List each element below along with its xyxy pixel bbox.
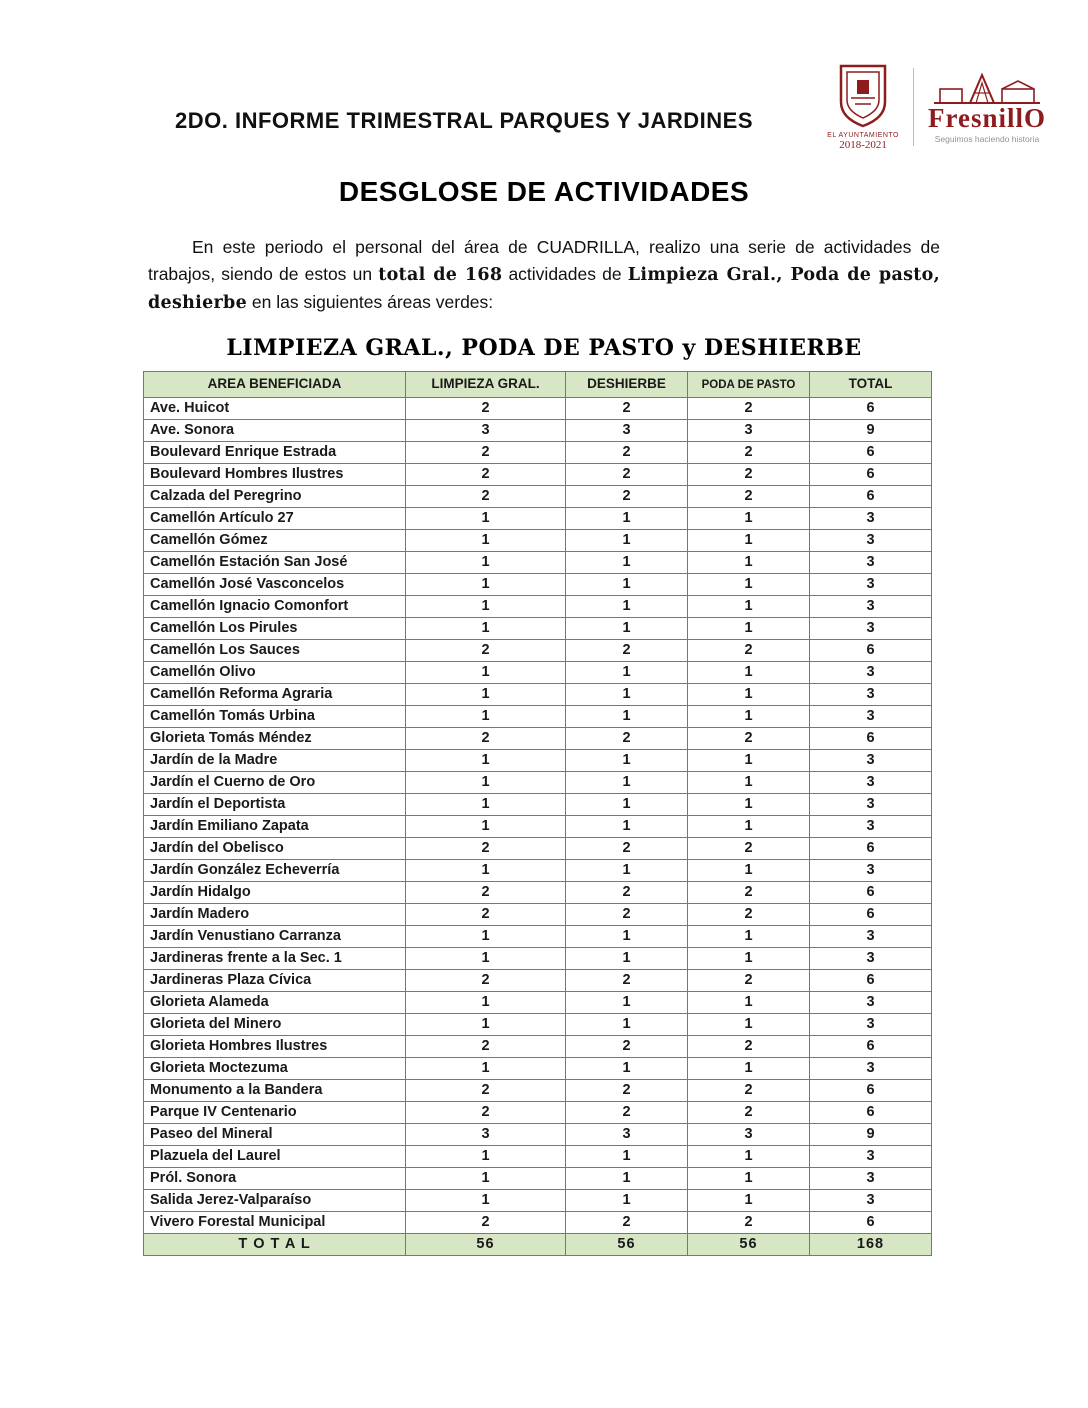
value-cell: 1 xyxy=(688,1058,810,1080)
table-row xyxy=(144,618,932,640)
activities-table xyxy=(143,371,932,1256)
value-cell: 3 xyxy=(810,574,932,596)
value-cell: 1 xyxy=(406,1190,566,1212)
value-cell: 1 xyxy=(566,706,688,728)
table-header-row xyxy=(144,372,932,398)
value-cell: 2 xyxy=(406,640,566,662)
fresnillo-logo xyxy=(928,71,1046,144)
value-cell: 1 xyxy=(566,992,688,1014)
value-cell: 2 xyxy=(566,1036,688,1058)
area-cell: Camellón Gómez xyxy=(144,530,406,552)
value-cell: 1 xyxy=(688,596,810,618)
value-cell: 1 xyxy=(406,684,566,706)
value-cell: 1 xyxy=(688,860,810,882)
value-cell: 3 xyxy=(810,772,932,794)
area-cell: Glorieta Alameda xyxy=(144,992,406,1014)
value-cell: 1 xyxy=(566,530,688,552)
crest-shield-icon xyxy=(837,64,889,130)
value-cell: 1 xyxy=(566,1014,688,1036)
value-cell: 1 xyxy=(688,508,810,530)
table-row xyxy=(144,1168,932,1190)
value-cell: 6 xyxy=(810,904,932,926)
table-row xyxy=(144,464,932,486)
value-cell: 2 xyxy=(566,882,688,904)
value-cell: 1 xyxy=(566,596,688,618)
value-cell: 1 xyxy=(406,948,566,970)
table-row xyxy=(144,662,932,684)
value-cell: 3 xyxy=(810,706,932,728)
value-cell: 1 xyxy=(566,1190,688,1212)
table-row xyxy=(144,992,932,1014)
area-cell: Jardín el Deportista xyxy=(144,794,406,816)
value-cell: 1 xyxy=(566,1058,688,1080)
table-row xyxy=(144,486,932,508)
table-row xyxy=(144,794,932,816)
value-cell: 1 xyxy=(406,794,566,816)
value-cell: 1 xyxy=(406,992,566,1014)
value-cell: 2 xyxy=(688,640,810,662)
area-cell: Jardín González Echeverría xyxy=(144,860,406,882)
area-cell: Camellón Artículo 27 xyxy=(144,508,406,530)
table-row xyxy=(144,926,932,948)
value-cell: 3 xyxy=(810,530,932,552)
area-cell: Camellón José Vasconcelos xyxy=(144,574,406,596)
table-row xyxy=(144,398,932,420)
value-cell: 6 xyxy=(810,1102,932,1124)
value-cell: 2 xyxy=(688,970,810,992)
page-header xyxy=(60,52,1046,162)
value-cell: 2 xyxy=(406,464,566,486)
value-cell: 1 xyxy=(406,574,566,596)
value-cell: 1 xyxy=(566,662,688,684)
area-cell: Camellón Reforma Agraria xyxy=(144,684,406,706)
value-cell: 2 xyxy=(688,464,810,486)
area-cell: Jardín de la Madre xyxy=(144,750,406,772)
total-deshierbe-cell: 56 xyxy=(566,1234,688,1256)
area-cell: Camellón Los Pirules xyxy=(144,618,406,640)
value-cell: 3 xyxy=(566,1124,688,1146)
value-cell: 3 xyxy=(810,750,932,772)
area-cell: Camellón Olivo xyxy=(144,662,406,684)
table-row xyxy=(144,420,932,442)
area-cell: Jardín del Obelisco xyxy=(144,838,406,860)
value-cell: 1 xyxy=(688,706,810,728)
value-cell: 3 xyxy=(688,1124,810,1146)
value-cell: 6 xyxy=(810,442,932,464)
value-cell: 2 xyxy=(566,398,688,420)
value-cell: 1 xyxy=(406,860,566,882)
table-row xyxy=(144,530,932,552)
intro-text-3: en las siguientes áreas verdes: xyxy=(247,292,494,313)
value-cell: 1 xyxy=(688,948,810,970)
document-title: DESGLOSE DE ACTIVIDADES xyxy=(338,176,750,207)
value-cell: 3 xyxy=(810,992,932,1014)
value-cell: 1 xyxy=(688,794,810,816)
value-cell: 3 xyxy=(810,926,932,948)
value-cell: 6 xyxy=(810,882,932,904)
value-cell: 2 xyxy=(566,1080,688,1102)
value-cell: 3 xyxy=(688,420,810,442)
value-cell: 1 xyxy=(688,1190,810,1212)
value-cell: 2 xyxy=(566,1212,688,1234)
table-row xyxy=(144,508,932,530)
area-cell: Glorieta Hombres Ilustres xyxy=(144,1036,406,1058)
value-cell: 1 xyxy=(406,662,566,684)
table-row xyxy=(144,574,932,596)
value-cell: 2 xyxy=(566,728,688,750)
value-cell: 3 xyxy=(810,1168,932,1190)
intro-text-2: actividades de xyxy=(502,264,628,285)
value-cell: 1 xyxy=(566,684,688,706)
intro-bold-total: total de 168 xyxy=(378,265,503,286)
value-cell: 1 xyxy=(688,1014,810,1036)
table-row xyxy=(144,816,932,838)
value-cell: 2 xyxy=(406,398,566,420)
value-cell: 1 xyxy=(688,816,810,838)
table-row xyxy=(144,1102,932,1124)
area-cell: Jardín Hidalgo xyxy=(144,882,406,904)
value-cell: 1 xyxy=(688,1168,810,1190)
total-limpieza-cell: 56 xyxy=(406,1234,566,1256)
value-cell: 2 xyxy=(688,882,810,904)
value-cell: 3 xyxy=(810,618,932,640)
value-cell: 6 xyxy=(810,398,932,420)
value-cell: 3 xyxy=(810,860,932,882)
area-cell: Jardín el Cuerno de Oro xyxy=(144,772,406,794)
area-cell: Pról. Sonora xyxy=(144,1168,406,1190)
value-cell: 1 xyxy=(566,948,688,970)
table-row xyxy=(144,970,932,992)
area-cell: Glorieta Tomás Méndez xyxy=(144,728,406,750)
value-cell: 1 xyxy=(566,508,688,530)
mine-headframe-icon xyxy=(932,71,1042,105)
value-cell: 2 xyxy=(566,442,688,464)
value-cell: 2 xyxy=(406,838,566,860)
value-cell: 6 xyxy=(810,640,932,662)
value-cell: 3 xyxy=(810,816,932,838)
area-cell: Boulevard Hombres Ilustres xyxy=(144,464,406,486)
area-cell: Parque IV Centenario xyxy=(144,1102,406,1124)
crest-years: 2018-2021 xyxy=(839,138,887,151)
value-cell: 2 xyxy=(406,1212,566,1234)
value-cell: 3 xyxy=(810,1058,932,1080)
value-cell: 1 xyxy=(688,992,810,1014)
value-cell: 3 xyxy=(810,1146,932,1168)
area-cell: Ave. Huicot xyxy=(144,398,406,420)
table-row xyxy=(144,1036,932,1058)
value-cell: 1 xyxy=(688,926,810,948)
area-cell: Salida Jerez-Valparaíso xyxy=(144,1190,406,1212)
value-cell: 6 xyxy=(810,970,932,992)
value-cell: 1 xyxy=(688,772,810,794)
table-row xyxy=(144,706,932,728)
area-cell: Glorieta del Minero xyxy=(144,1014,406,1036)
logo-divider xyxy=(913,68,914,146)
value-cell: 2 xyxy=(688,398,810,420)
table-row xyxy=(144,838,932,860)
value-cell: 1 xyxy=(688,618,810,640)
table-row xyxy=(144,882,932,904)
total-row xyxy=(144,1234,932,1256)
crest-caption: EL AYUNTAMIENTO xyxy=(827,131,899,139)
table-row xyxy=(144,728,932,750)
value-cell: 2 xyxy=(566,970,688,992)
value-cell: 1 xyxy=(406,706,566,728)
table-row xyxy=(144,1058,932,1080)
value-cell: 2 xyxy=(566,904,688,926)
fresnillo-tagline: Seguimos haciendo historia xyxy=(934,133,1040,144)
value-cell: 2 xyxy=(406,442,566,464)
value-cell: 1 xyxy=(406,750,566,772)
value-cell: 2 xyxy=(566,1102,688,1124)
value-cell: 1 xyxy=(688,750,810,772)
value-cell: 2 xyxy=(406,904,566,926)
value-cell: 2 xyxy=(406,882,566,904)
intro-text-1: En este periodo el personal del área de CUADRILLA, realizo una serie de actividades de trabajos, siendo de estos un xyxy=(148,237,940,285)
table-row xyxy=(144,904,932,926)
area-cell: Boulevard Enrique Estrada xyxy=(144,442,406,464)
value-cell: 2 xyxy=(406,1080,566,1102)
value-cell: 1 xyxy=(406,926,566,948)
value-cell: 1 xyxy=(566,1146,688,1168)
intro-bold-activities: Limpieza Gral., Poda de pasto, deshierbe xyxy=(148,265,940,314)
table-row xyxy=(144,1014,932,1036)
value-cell: 1 xyxy=(406,508,566,530)
value-cell: 3 xyxy=(810,1190,932,1212)
table-row xyxy=(144,1212,932,1234)
value-cell: 1 xyxy=(566,574,688,596)
value-cell: 1 xyxy=(688,530,810,552)
table-row xyxy=(144,596,932,618)
area-cell: Camellón Ignacio Comonfort xyxy=(144,596,406,618)
value-cell: 3 xyxy=(810,1014,932,1036)
value-cell: 1 xyxy=(566,926,688,948)
area-cell: Camellón Tomás Urbina xyxy=(144,706,406,728)
value-cell: 1 xyxy=(566,1168,688,1190)
value-cell: 6 xyxy=(810,838,932,860)
value-cell: 2 xyxy=(566,838,688,860)
value-cell: 1 xyxy=(688,1146,810,1168)
table-header xyxy=(144,372,932,398)
value-cell: 3 xyxy=(810,662,932,684)
value-cell: 6 xyxy=(810,1212,932,1234)
value-cell: 3 xyxy=(406,1124,566,1146)
value-cell: 1 xyxy=(566,750,688,772)
value-cell: 2 xyxy=(566,486,688,508)
value-cell: 1 xyxy=(406,618,566,640)
area-cell: Jardineras frente a la Sec. 1 xyxy=(144,948,406,970)
value-cell: 6 xyxy=(810,728,932,750)
value-cell: 2 xyxy=(688,728,810,750)
report-title: 2DO. INFORME TRIMESTRAL PARQUES Y JARDINES xyxy=(175,108,754,133)
area-cell: Calzada del Peregrino xyxy=(144,486,406,508)
value-cell: 1 xyxy=(406,530,566,552)
value-cell: 3 xyxy=(810,508,932,530)
value-cell: 3 xyxy=(810,552,932,574)
header-total: TOTAL xyxy=(810,372,932,398)
value-cell: 3 xyxy=(810,948,932,970)
area-cell: Camellón Los Sauces xyxy=(144,640,406,662)
value-cell: 2 xyxy=(688,486,810,508)
value-cell: 2 xyxy=(688,1102,810,1124)
value-cell: 1 xyxy=(566,618,688,640)
table-row xyxy=(144,860,932,882)
value-cell: 6 xyxy=(810,1036,932,1058)
value-cell: 1 xyxy=(688,552,810,574)
value-cell: 1 xyxy=(566,794,688,816)
area-cell: Camellón Estación San José xyxy=(144,552,406,574)
value-cell: 1 xyxy=(406,1014,566,1036)
header-deshierbe: DESHIERBE xyxy=(566,372,688,398)
table-row xyxy=(144,772,932,794)
logo-block xyxy=(827,64,1046,151)
value-cell: 2 xyxy=(406,1102,566,1124)
area-cell: Jardín Venustiano Carranza xyxy=(144,926,406,948)
table-footer xyxy=(144,1234,932,1256)
table-row xyxy=(144,750,932,772)
table-row xyxy=(144,552,932,574)
value-cell: 6 xyxy=(810,1080,932,1102)
area-cell: Jardín Emiliano Zapata xyxy=(144,816,406,838)
area-cell: Paseo del Mineral xyxy=(144,1124,406,1146)
fresnillo-wordmark: FresnillO xyxy=(927,102,1046,133)
value-cell: 2 xyxy=(688,1212,810,1234)
table-row xyxy=(144,684,932,706)
value-cell: 1 xyxy=(406,552,566,574)
area-cell: Plazuela del Laurel xyxy=(144,1146,406,1168)
value-cell: 1 xyxy=(406,1146,566,1168)
area-cell: Jardineras Plaza Cívica xyxy=(144,970,406,992)
header-area-beneficiada: AREA BENEFICIADA xyxy=(144,372,406,398)
value-cell: 2 xyxy=(688,1036,810,1058)
area-cell: Monumento a la Bandera xyxy=(144,1080,406,1102)
table-row xyxy=(144,1124,932,1146)
area-cell: Vivero Forestal Municipal xyxy=(144,1212,406,1234)
municipal-crest xyxy=(827,64,899,151)
table-row xyxy=(144,640,932,662)
area-cell: Jardín Madero xyxy=(144,904,406,926)
header-limpieza-gral: LIMPIEZA GRAL. xyxy=(406,372,566,398)
value-cell: 9 xyxy=(810,1124,932,1146)
value-cell: 1 xyxy=(406,596,566,618)
header-poda-de-pasto: PODA DE PASTO xyxy=(688,372,810,398)
value-cell: 1 xyxy=(566,816,688,838)
value-cell: 2 xyxy=(406,486,566,508)
value-cell: 3 xyxy=(566,420,688,442)
value-cell: 6 xyxy=(810,486,932,508)
total-label-cell: T O T A L xyxy=(144,1234,406,1256)
value-cell: 2 xyxy=(566,640,688,662)
value-cell: 2 xyxy=(406,1036,566,1058)
value-cell: 2 xyxy=(406,970,566,992)
value-cell: 1 xyxy=(406,816,566,838)
table-row xyxy=(144,442,932,464)
value-cell: 1 xyxy=(566,772,688,794)
value-cell: 1 xyxy=(688,662,810,684)
table-row xyxy=(144,1146,932,1168)
value-cell: 3 xyxy=(810,794,932,816)
value-cell: 2 xyxy=(688,904,810,926)
value-cell: 2 xyxy=(566,464,688,486)
value-cell: 1 xyxy=(406,1168,566,1190)
section-title: LIMPIEZA GRAL., PODA DE PASTO y DESHIERBE xyxy=(226,335,862,362)
value-cell: 3 xyxy=(810,596,932,618)
total-poda-cell: 56 xyxy=(688,1234,810,1256)
table-row xyxy=(144,1190,932,1212)
area-cell: Glorieta Moctezuma xyxy=(144,1058,406,1080)
value-cell: 9 xyxy=(810,420,932,442)
area-cell: Ave. Sonora xyxy=(144,420,406,442)
value-cell: 1 xyxy=(688,574,810,596)
table-row xyxy=(144,1080,932,1102)
table-row xyxy=(144,948,932,970)
value-cell: 2 xyxy=(688,442,810,464)
value-cell: 1 xyxy=(566,552,688,574)
value-cell: 1 xyxy=(406,772,566,794)
value-cell: 2 xyxy=(406,728,566,750)
value-cell: 3 xyxy=(810,684,932,706)
intro-paragraph xyxy=(148,234,940,317)
value-cell: 2 xyxy=(688,838,810,860)
value-cell: 1 xyxy=(688,684,810,706)
table-body xyxy=(144,398,932,1234)
value-cell: 6 xyxy=(810,464,932,486)
value-cell: 1 xyxy=(406,1058,566,1080)
value-cell: 1 xyxy=(566,860,688,882)
value-cell: 2 xyxy=(688,1080,810,1102)
value-cell: 3 xyxy=(406,420,566,442)
total-grand-cell: 168 xyxy=(810,1234,932,1256)
